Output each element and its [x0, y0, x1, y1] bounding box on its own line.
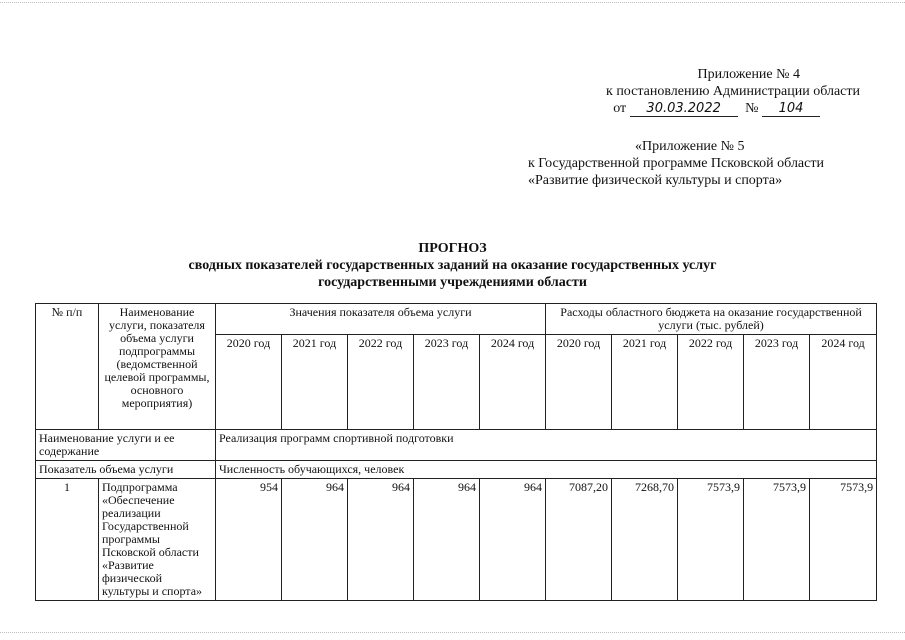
- volume-value-2023: 964: [414, 479, 480, 601]
- indicator-label: Показатель объема услуги: [36, 461, 216, 479]
- expense-year-2020: 2020 год: [546, 335, 612, 430]
- expense-value-2024: 7573,9: [810, 479, 877, 601]
- expense-year-2022: 2022 год: [678, 335, 744, 430]
- header-row-1: [36, 304, 877, 335]
- header-service-name: Наименование услуги, показателя объема услуги подпрограммы (ведомственной целевой программы, основного мероприятия): [99, 304, 216, 430]
- title-line-3: государственными учреждениями области: [318, 275, 587, 290]
- handwritten-number: 104: [762, 102, 820, 117]
- volume-value-2022: 964: [348, 479, 414, 601]
- service-value: Реализация программ спортивной подготовки: [216, 430, 877, 461]
- forecast-table: [35, 303, 877, 601]
- date-prefix: от: [613, 101, 627, 116]
- row-num: 1: [36, 479, 99, 601]
- document-title: [0, 240, 905, 291]
- title-line-2: сводных показателей государственных заданий на оказание государственных услуг: [188, 258, 717, 273]
- scan-edge-bottom: [0, 632, 905, 633]
- indicator-value: Численность обучающихся, человек: [216, 461, 877, 479]
- header-expense-group: Расходы областного бюджета на оказание государственной услуги (тыс. рублей): [546, 304, 877, 335]
- header-volume-group: Значения показателя объема услуги: [216, 304, 546, 335]
- volume-year-2024: 2024 год: [480, 335, 546, 430]
- table-row: [36, 479, 877, 601]
- volume-year-2022: 2022 год: [348, 335, 414, 430]
- handwritten-date: 30.03.2022: [630, 102, 738, 117]
- expense-value-2020: 7087,20: [546, 479, 612, 601]
- appendix-number: Приложение № 4: [697, 67, 800, 82]
- volume-year-2020: 2020 год: [216, 335, 282, 430]
- scan-edge-top: [0, 2, 905, 3]
- volume-year-2021: 2021 год: [282, 335, 348, 430]
- appendix-date-line: [560, 100, 860, 117]
- expense-value-2022: 7573,9: [678, 479, 744, 601]
- volume-value-2021: 964: [282, 479, 348, 601]
- service-row: [36, 430, 877, 461]
- expense-year-2021: 2021 год: [612, 335, 678, 430]
- service-label: Наименование услуги и ее содержание: [36, 430, 216, 461]
- appendix-header: [560, 66, 860, 117]
- indicator-row: [36, 461, 877, 479]
- expense-value-2023: 7573,9: [744, 479, 810, 601]
- title-line-1: ПРОГНОЗ: [418, 241, 487, 256]
- appendix-resolution: к постановлению Администрации области: [606, 84, 860, 99]
- expense-year-2023: 2023 год: [744, 335, 810, 430]
- program-appendix-header: [528, 138, 868, 189]
- header-num: № п/п: [36, 304, 99, 430]
- program-appendix-name: «Развитие физической культуры и спорта»: [528, 173, 783, 188]
- volume-year-2023: 2023 год: [414, 335, 480, 430]
- program-appendix-number: «Приложение № 5: [635, 139, 745, 154]
- expense-value-2021: 7268,70: [612, 479, 678, 601]
- number-prefix: №: [745, 101, 759, 116]
- row-name: Подпрограмма «Обеспечение реализации Государственной программы Псковской области «Развитие физической культуры и спорта»: [99, 479, 216, 601]
- expense-year-2024: 2024 год: [810, 335, 877, 430]
- program-appendix-reference: к Государственной программе Псковской области: [528, 156, 824, 171]
- volume-value-2020: 954: [216, 479, 282, 601]
- volume-value-2024: 964: [480, 479, 546, 601]
